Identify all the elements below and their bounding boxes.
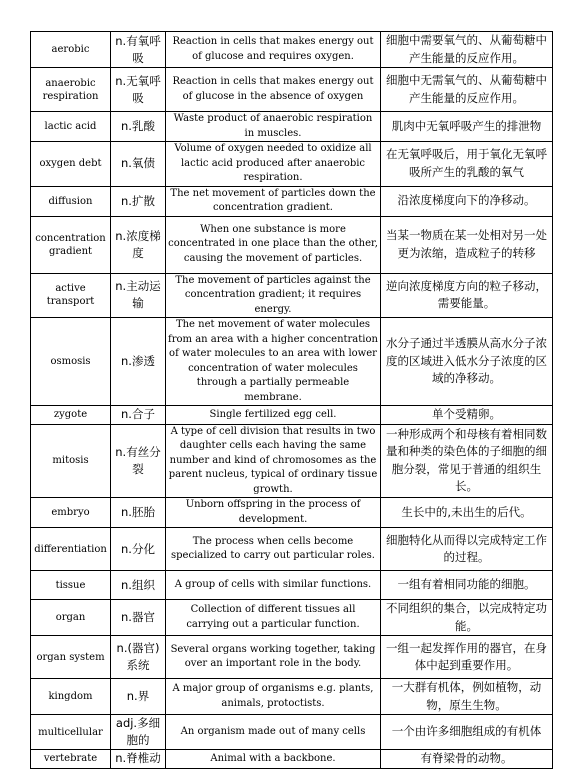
term-cell: aerobic xyxy=(31,32,111,68)
definition-cell: Collection of different tissues all carrying out a particular function. xyxy=(166,600,381,636)
definition-cell: The net movement of particles down the concentration gradient. xyxy=(166,186,381,216)
chinese-translation-cell: 在无氧呼吸后，用于氧化无氧呼吸所产生的乳酸的氧气 xyxy=(381,142,553,187)
definition-cell: A type of cell division that results in two daughter cells each having the same number and kind of chromosomes as the parent nucleus, typical of ordinary tissue growth. xyxy=(166,424,381,498)
term-cell: lactic acid xyxy=(31,112,111,142)
part-of-speech-cell: n.乳酸 xyxy=(111,112,166,142)
definition-cell: A major group of organisms e.g. plants, animals, protoctists. xyxy=(166,679,381,715)
term-cell: active transport xyxy=(31,273,111,318)
definition-cell: Reaction in cells that makes energy out of glucose in the absence of oxygen xyxy=(166,68,381,112)
term-cell: embryo xyxy=(31,498,111,528)
definition-cell: Several organs working together, taking over an important role in the body. xyxy=(166,636,381,679)
definition-cell: Unborn offspring in the process of development. xyxy=(166,498,381,528)
chinese-translation-cell: 不同组织的集合，以完成特定功能。 xyxy=(381,600,553,636)
term-cell: vertebrate xyxy=(31,750,111,769)
definition-cell: Volume of oxygen needed to oxidize all lactic acid produced after anaerobic respiration. xyxy=(166,142,381,187)
chinese-translation-cell: 一组一起发挥作用的器官，在身体中起到重要作用。 xyxy=(381,636,553,679)
part-of-speech-cell: n.(器官)系统 xyxy=(111,636,166,679)
chinese-translation-cell: 一组有着相同功能的细胞。 xyxy=(381,571,553,600)
definition-cell: An organism made out of many cells xyxy=(166,715,381,750)
term-cell: differentiation xyxy=(31,528,111,571)
part-of-speech-cell: n.渗透 xyxy=(111,318,166,406)
chinese-translation-cell: 生长中的,未出生的后代。 xyxy=(381,498,553,528)
chinese-translation-cell: 肌肉中无氧呼吸产生的排泄物 xyxy=(381,112,553,142)
term-cell: anaerobic respiration xyxy=(31,68,111,112)
table-row xyxy=(31,68,553,112)
part-of-speech-cell: n.组织 xyxy=(111,571,166,600)
chinese-translation-cell: 水分子通过半透膜从高水分子浓度的区域进入低水分子浓度的区域的净移动。 xyxy=(381,318,553,406)
definition-cell: Reaction in cells that makes energy out of glucose and requires oxygen. xyxy=(166,32,381,68)
table-row xyxy=(31,528,553,571)
chinese-translation-cell: 一种形成两个和母核有着相同数量和种类的染色体的子细胞的细胞分裂，常见于普通的组织生长。 xyxy=(381,424,553,498)
term-cell: oxygen debt xyxy=(31,142,111,187)
chinese-translation-cell: 有脊梁骨的动物。 xyxy=(381,750,553,769)
table-row xyxy=(31,32,553,68)
definition-cell: The net movement of water molecules from an area with a higher concentration of water molecules to an area with lower concentration of water molecules through a partially permeable membrane. xyxy=(166,318,381,406)
chinese-translation-cell: 当某一物质在某一处相对另一处更为浓缩，造成粒子的转移 xyxy=(381,216,553,273)
term-cell: tissue xyxy=(31,571,111,600)
table-row xyxy=(31,498,553,528)
term-cell: organ xyxy=(31,600,111,636)
vocabulary-table-body xyxy=(31,32,553,769)
chinese-translation-cell: 细胞中需要氧气的、从葡萄糖中产生能量的反应作用。 xyxy=(381,32,553,68)
chinese-translation-cell: 一个由许多细胞组成的有机体 xyxy=(381,715,553,750)
definition-cell: A group of cells with similar functions. xyxy=(166,571,381,600)
table-row xyxy=(31,186,553,216)
table-row xyxy=(31,600,553,636)
part-of-speech-cell: n.分化 xyxy=(111,528,166,571)
term-cell: diffusion xyxy=(31,186,111,216)
table-row xyxy=(31,715,553,750)
table-row xyxy=(31,424,553,498)
definition-cell: The movement of particles against the concentration gradient; it requires energy. xyxy=(166,273,381,318)
part-of-speech-cell: n.有丝分裂 xyxy=(111,424,166,498)
term-cell: concentration gradient xyxy=(31,216,111,273)
table-row xyxy=(31,112,553,142)
part-of-speech-cell: n.无氧呼吸 xyxy=(111,68,166,112)
definition-cell: Animal with a backbone. xyxy=(166,750,381,769)
definition-cell: The process when cells become specialized to carry out particular roles. xyxy=(166,528,381,571)
term-cell: multicellular xyxy=(31,715,111,750)
part-of-speech-cell: n.合子 xyxy=(111,406,166,425)
part-of-speech-cell: n.界 xyxy=(111,679,166,715)
part-of-speech-cell: n.主动运输 xyxy=(111,273,166,318)
term-cell: zygote xyxy=(31,406,111,425)
definition-cell: Waste product of anaerobic respiration in muscles. xyxy=(166,112,381,142)
table-row xyxy=(31,750,553,769)
chinese-translation-cell: 一大群有机体，例如植物，动物，原生生物。 xyxy=(381,679,553,715)
part-of-speech-cell: n.器官 xyxy=(111,600,166,636)
table-row xyxy=(31,679,553,715)
part-of-speech-cell: n.有氧呼吸 xyxy=(111,32,166,68)
definition-cell: When one substance is more concentrated in one place than the other, causing the movement of particles. xyxy=(166,216,381,273)
term-cell: kingdom xyxy=(31,679,111,715)
definition-cell: Single fertilized egg cell. xyxy=(166,406,381,425)
table-row xyxy=(31,273,553,318)
table-row xyxy=(31,636,553,679)
chinese-translation-cell: 细胞中无需氧气的、从葡萄糖中产生能量的反应作用。 xyxy=(381,68,553,112)
table-row xyxy=(31,318,553,406)
term-cell: organ system xyxy=(31,636,111,679)
table-row xyxy=(31,216,553,273)
part-of-speech-cell: n.脊椎动 xyxy=(111,750,166,769)
part-of-speech-cell: n.浓度梯度 xyxy=(111,216,166,273)
table-row xyxy=(31,406,553,425)
part-of-speech-cell: n.胚胎 xyxy=(111,498,166,528)
term-cell: mitosis xyxy=(31,424,111,498)
part-of-speech-cell: n.扩散 xyxy=(111,186,166,216)
chinese-translation-cell: 沿浓度梯度向下的净移动。 xyxy=(381,186,553,216)
table-row xyxy=(31,571,553,600)
table-row xyxy=(31,142,553,187)
term-cell: osmosis xyxy=(31,318,111,406)
chinese-translation-cell: 逆向浓度梯度方向的粒子移动，需要能量。 xyxy=(381,273,553,318)
part-of-speech-cell: n.氧债 xyxy=(111,142,166,187)
vocabulary-table xyxy=(30,31,553,769)
chinese-translation-cell: 单个受精卵。 xyxy=(381,406,553,425)
part-of-speech-cell: adj.多细胞的 xyxy=(111,715,166,750)
chinese-translation-cell: 细胞特化从而得以完成特定工作的过程。 xyxy=(381,528,553,571)
